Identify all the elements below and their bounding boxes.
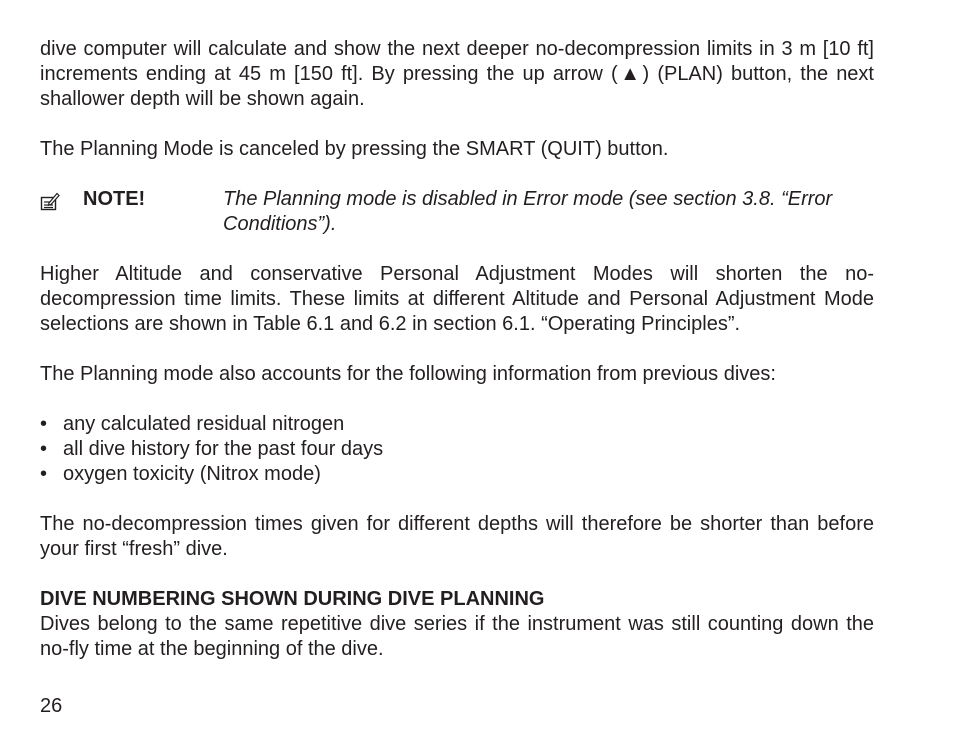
note-pencil-icon [40, 191, 60, 211]
spacer [40, 237, 874, 262]
page-content [40, 37, 874, 662]
note-text: The Planning mode is disabled in Error mode (see section 3.8. “Error Conditions”). [223, 188, 833, 235]
note-label: NOTE! [83, 188, 146, 210]
spacer [40, 387, 874, 412]
page-number: 26 [40, 695, 63, 717]
spacer [40, 487, 874, 512]
bullet-marker: • [40, 413, 48, 435]
spacer [40, 112, 874, 137]
list-item-text: any calculated residual nitrogen [63, 413, 345, 435]
section-heading: DIVE NUMBERING SHOWN DURING DIVE PLANNING [40, 588, 545, 610]
paragraph-repetitive-series: Dives belong to the same repetitive dive series if the instrument was still counting down the no-fly time at the beginning of the dive. [40, 613, 874, 660]
bullet-list [40, 412, 874, 487]
paragraph-altitude-modes: Higher Altitude and conservative Personal Adjustment Modes will shorten the no-decompression time limits. These limits at different Altitude and Personal Adjustment Mode selections are shown in Table 6.1 and 6.2 in section 6.1. “Operating Principles”. [40, 263, 874, 335]
list-item [40, 412, 874, 437]
bullet-marker: • [40, 463, 48, 485]
list-item [40, 437, 874, 462]
paragraph-previous-dives: The Planning mode also accounts for the following information from previous dives: [40, 363, 776, 385]
spacer [40, 337, 874, 362]
note-block [40, 187, 874, 237]
spacer [40, 162, 874, 187]
paragraph-next-deeper-limits: dive computer will calculate and show the next deeper no-decompression limits in 3 m [10 ft] increments ending at 45 m [150 ft]. By pressing the up arrow (▲) (PLAN) button, the next shallower depth will be shown again. [40, 38, 874, 110]
list-item [40, 462, 874, 487]
paragraph-shorter-times: The no-decompression times given for different depths will therefore be shorter than before your first “fresh” dive. [40, 513, 874, 560]
spacer [40, 562, 874, 587]
list-item-text: all dive history for the past four days [63, 438, 384, 460]
bullet-marker: • [40, 438, 48, 460]
list-item-text: oxygen toxicity (Nitrox mode) [63, 463, 321, 485]
paragraph-planning-canceled: The Planning Mode is canceled by pressing the SMART (QUIT) button. [40, 138, 669, 160]
